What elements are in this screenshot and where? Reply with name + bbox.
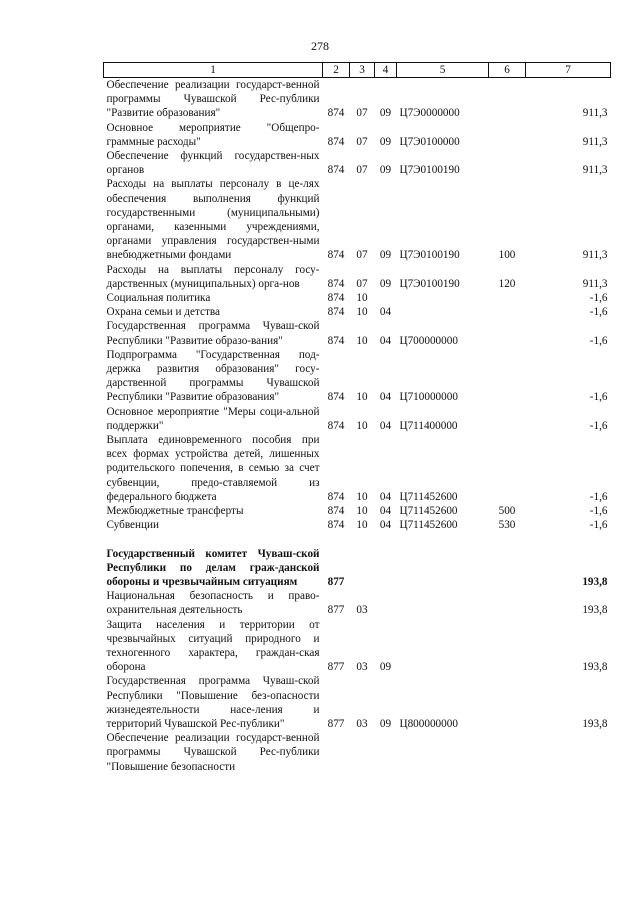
table-row — [104, 504, 611, 518]
row-expense-type — [489, 405, 526, 433]
row-expense-type — [489, 78, 526, 121]
row-expense-type: 120 — [498, 277, 516, 290]
row-target-article: Ц800000000 — [399, 717, 458, 730]
row-admin-code: 874 — [327, 277, 345, 290]
table-header — [104, 63, 611, 78]
row-admin-code: 874 — [327, 419, 345, 432]
row-subsection — [375, 589, 397, 617]
row-subsection: 09 — [379, 164, 392, 177]
row-expense-type — [489, 121, 526, 149]
row-admin-code — [323, 731, 350, 774]
row-section: 10 — [356, 490, 368, 503]
column-header: 7 — [526, 63, 611, 78]
row-target-article — [397, 305, 489, 319]
row-amount: -1,6 — [589, 490, 608, 503]
row-amount: -1,6 — [589, 519, 608, 532]
row-target-article: Ц7Э0100190 — [399, 277, 460, 290]
row-name: Расходы на выплаты персоналу госу-дарственных (муниципальных) орга-нов — [106, 263, 320, 290]
row-amount: 193,8 — [582, 717, 608, 730]
row-admin-code: 874 — [327, 519, 345, 532]
row-subsection: 09 — [379, 107, 392, 120]
row-subsection: 04 — [379, 490, 392, 503]
row-name: Обеспечение функций государствен-ных органов — [106, 150, 320, 177]
row-subsection: 09 — [379, 661, 392, 674]
row-section: 03 — [356, 661, 368, 674]
row-name: Охрана семьи и детства — [106, 306, 220, 319]
row-amount: 193,8 — [582, 661, 608, 674]
row-section: 10 — [356, 292, 368, 305]
budget-table — [103, 62, 611, 774]
row-admin-code: 877 — [327, 575, 345, 588]
row-name: Государственная программа Чуваш-ской Республики "Повышение без-опасности жизнедеятельности насе-ления и территорий Чувашской Рес-публики" — [106, 675, 320, 730]
column-header: 6 — [489, 63, 526, 78]
row-name: Межбюджетные трансферты — [106, 505, 244, 518]
row-admin-code: 874 — [327, 292, 345, 305]
row-expense-type — [489, 291, 526, 305]
row-expense-type — [489, 674, 526, 731]
row-admin-code: 874 — [327, 249, 345, 262]
row-admin-code: 877 — [327, 604, 345, 617]
table-row — [104, 589, 611, 617]
row-subsection: 04 — [379, 391, 392, 404]
row-name: Государственная программа Чуваш-ской Республики "Развитие образо-вания" — [106, 320, 320, 347]
row-target-article — [397, 547, 489, 590]
row-amount: -1,6 — [589, 391, 608, 404]
table-row — [104, 731, 611, 774]
row-amount: 193,8 — [582, 575, 608, 588]
row-expense-type — [489, 149, 526, 177]
row-section: 07 — [356, 107, 368, 120]
row-expense-type — [489, 319, 526, 347]
table-row — [104, 78, 611, 121]
row-name: Обеспечение реализации государст-венной программы Чувашской Рес-публики "Повышение безопасности — [106, 732, 320, 773]
row-target-article: Ц7Э0100000 — [399, 135, 460, 148]
column-header: 1 — [104, 63, 323, 78]
row-expense-type — [489, 731, 526, 774]
table-row — [104, 149, 611, 177]
row-amount: -1,6 — [589, 292, 608, 305]
row-amount: 911,3 — [582, 107, 608, 120]
row-expense-type — [489, 589, 526, 617]
spacer-cell — [104, 533, 611, 547]
row-amount: 193,8 — [582, 604, 608, 617]
column-header: 4 — [375, 63, 397, 78]
row-admin-code: 874 — [327, 505, 345, 518]
row-section: 10 — [356, 519, 368, 532]
row-admin-code: 877 — [327, 717, 345, 730]
row-section: 10 — [356, 306, 368, 319]
row-admin-code: 874 — [327, 135, 345, 148]
row-expense-type: 530 — [498, 519, 516, 532]
table-row — [104, 433, 611, 504]
row-expense-type — [489, 433, 526, 504]
row-section: 07 — [356, 164, 368, 177]
row-subsection — [375, 547, 397, 590]
row-target-article: Ц710000000 — [399, 391, 458, 404]
row-target-article — [397, 589, 489, 617]
table-row — [104, 618, 611, 675]
row-target-article: Ц7Э0100190 — [399, 164, 460, 177]
table-row — [104, 291, 611, 305]
row-name: Защита населения и территории от чрезвычайных ситуаций природного и техногенного характера, граждан-ская оборона — [106, 618, 320, 674]
row-subsection: 09 — [379, 135, 392, 148]
row-target-article: Ц711400000 — [399, 419, 458, 432]
header-row — [104, 63, 611, 78]
row-name: Расходы на выплаты персоналу в це-лях обеспечения выполнения функций государственными (муниципальными) органами, казенными учреждениями, органами управления государствен-ными внебюджетными фондами — [106, 178, 320, 262]
row-name: Основное мероприятие "Общепро-граммные расходы" — [106, 121, 320, 148]
row-target-article: Ц700000000 — [399, 334, 458, 347]
row-name: Обеспечение реализации государст-венной программы Чувашской Рес-публики "Развитие образования" — [106, 79, 320, 120]
row-section: 10 — [356, 391, 368, 404]
row-subsection: 04 — [379, 334, 392, 347]
column-header: 2 — [323, 63, 350, 78]
row-amount: 911,3 — [582, 164, 608, 177]
table-row — [104, 348, 611, 405]
column-header: 3 — [350, 63, 375, 78]
row-subsection: 04 — [379, 519, 392, 532]
row-amount: -1,6 — [589, 334, 608, 347]
row-admin-code: 874 — [327, 391, 345, 404]
table-row — [104, 263, 611, 291]
row-name: Социальная политика — [106, 292, 211, 305]
row-admin-code: 874 — [327, 490, 345, 503]
row-target-article: Ц711452600 — [399, 519, 458, 532]
row-expense-type: 100 — [498, 249, 516, 262]
page-number: 278 — [311, 39, 329, 53]
row-amount: 911,3 — [582, 135, 608, 148]
table-row — [104, 121, 611, 149]
row-name: Субвенции — [106, 519, 159, 532]
row-amount: -1,6 — [589, 419, 608, 432]
row-expense-type — [489, 348, 526, 405]
row-section: 07 — [356, 135, 368, 148]
spacer-row — [104, 533, 611, 547]
row-target-article: Ц7Э0100190 — [399, 249, 460, 262]
row-name: Национальная безопасность и право-охранительная деятельность — [106, 590, 320, 617]
table-row — [104, 405, 611, 433]
row-amount: 911,3 — [582, 249, 608, 262]
row-subsection: 04 — [379, 306, 392, 319]
row-amount: 911,3 — [582, 277, 608, 290]
row-target-article — [397, 291, 489, 305]
row-amount — [526, 731, 611, 774]
row-section: 07 — [356, 277, 368, 290]
row-target-article: Ц711452600 — [399, 490, 458, 503]
row-target-article: Ц7Э0000000 — [399, 107, 460, 120]
row-expense-type — [489, 547, 526, 590]
table-row — [104, 319, 611, 347]
row-amount: -1,6 — [589, 306, 608, 319]
column-header: 5 — [397, 63, 489, 78]
row-section — [350, 547, 375, 590]
row-subsection: 09 — [379, 277, 392, 290]
row-subsection: 04 — [379, 505, 392, 518]
row-admin-code: 874 — [327, 164, 345, 177]
row-name: Государственный комитет Чуваш-ской Республики по делам граж-данской обороны и чрезвычайным ситуациям — [106, 547, 320, 588]
row-subsection: 04 — [379, 419, 392, 432]
table-row — [104, 547, 611, 590]
table-row — [104, 518, 611, 532]
row-name: Подпрограмма "Государственная под-держка развития образования" госу-дарственной программы Чувашской Республики "Развитие образования" — [106, 348, 320, 404]
row-admin-code: 874 — [327, 107, 345, 120]
row-section — [350, 731, 375, 774]
row-name: Выплата единовременного пособия при всех формах устройства детей, лишенных родительского попечения, в семью за счет субвенции, предо-ставляемой из федерального бюджета — [106, 434, 320, 503]
table-body — [104, 78, 611, 774]
row-target-article — [397, 618, 489, 675]
row-subsection — [375, 291, 397, 305]
row-admin-code: 874 — [327, 334, 345, 347]
row-section: 10 — [356, 505, 368, 518]
row-expense-type: 500 — [498, 505, 516, 518]
row-section: 10 — [356, 334, 368, 347]
table-row — [104, 305, 611, 319]
table-row — [104, 674, 611, 731]
row-admin-code: 877 — [327, 661, 345, 674]
row-expense-type — [489, 618, 526, 675]
row-amount: -1,6 — [589, 505, 608, 518]
table-row — [104, 177, 611, 262]
row-subsection: 09 — [379, 717, 392, 730]
row-section: 03 — [356, 604, 368, 617]
row-section: 07 — [356, 249, 368, 262]
row-subsection — [375, 731, 397, 774]
row-target-article — [397, 731, 489, 774]
row-target-article: Ц711452600 — [399, 505, 458, 518]
row-subsection: 09 — [379, 249, 392, 262]
row-admin-code: 874 — [327, 306, 345, 319]
row-name: Основное мероприятие "Меры соци-альной поддержки" — [106, 405, 320, 432]
row-expense-type — [489, 305, 526, 319]
row-section: 10 — [356, 419, 368, 432]
row-section: 03 — [356, 717, 368, 730]
